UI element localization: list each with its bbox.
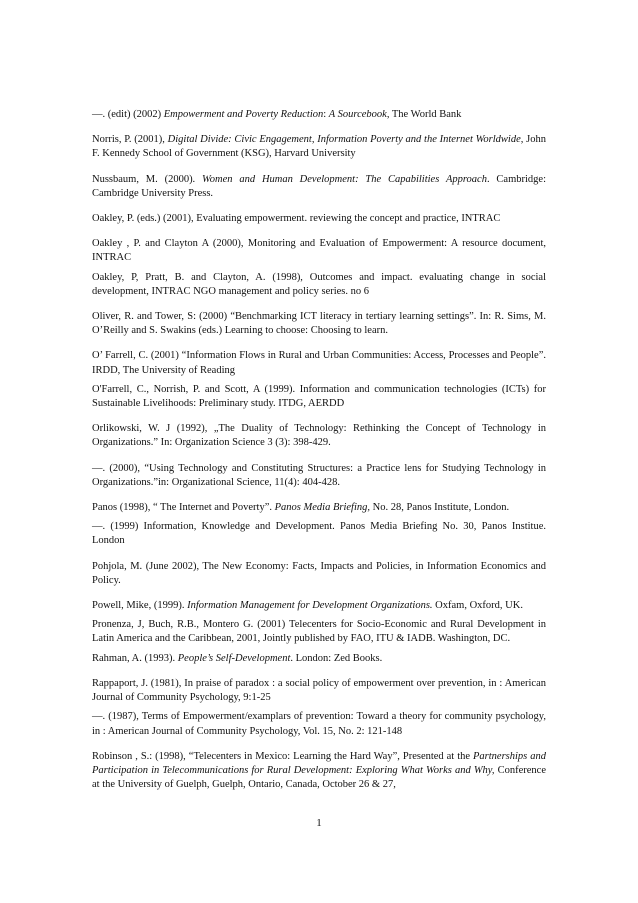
reference-entry bbox=[92, 133, 546, 161]
reference-text: —. (edit) (2002) bbox=[92, 109, 164, 120]
reference-entry bbox=[92, 212, 546, 226]
reference-entry bbox=[92, 271, 546, 299]
reference-entry bbox=[92, 750, 546, 793]
reference-title-italic: People’s Self-Development bbox=[177, 652, 291, 664]
reference-text: —. (1999) Information, Knowledge and Development. Panos Media Briefing No. 30, Panos Institue. London bbox=[92, 521, 546, 547]
reference-text: : bbox=[323, 109, 329, 120]
reference-text: Pronenza, J, Buch, R.B., Montero G. (2001) Telecenters for Socio-Economic and Rural Development in Latin America and the Caribbean, 2001, Jointly published by FAO, ITU & IADB. Washington, DC. bbox=[92, 619, 546, 645]
reference-text: Powell, Mike, (1999). bbox=[92, 600, 188, 612]
reference-text: Robinson , S.: (1998), “Telecenters in Mexico: Learning the Hard Way”, Presented at the bbox=[92, 750, 474, 762]
reference-entry bbox=[92, 383, 546, 411]
reference-text: John F. Kennedy School of Government (KSG), Harvard University bbox=[92, 134, 546, 160]
reference-text: . London: Zed Books. bbox=[290, 652, 383, 664]
reference-text: O'Farrell, C., Norrish, P. and Scott, A (1999). Information and communication technologies (ICTs) for Sustainable Livelihoods: Preliminary study. ITDG, AERDD bbox=[92, 383, 546, 410]
reference-entry bbox=[92, 237, 546, 265]
reference-list bbox=[92, 108, 546, 803]
reference-entry bbox=[92, 520, 546, 548]
reference-text: Rappaport, J. (1981), In praise of paradox : a social policy of empowerment over prevention, in : American Journal of Community Psychology, 9:1-25 bbox=[92, 677, 546, 704]
reference-entry bbox=[92, 501, 546, 515]
reference-title-italic: Information Management for Development Organizations. bbox=[187, 600, 433, 612]
reference-title-italic: A Sourcebook bbox=[328, 109, 387, 120]
reference-text: O’ Farrell, C. (2001) “Information Flows in Rural and Urban Communities: Access, Processes and People”. IRDD, The University of Reading bbox=[92, 350, 546, 376]
reference-entry bbox=[92, 462, 546, 490]
reference-entry bbox=[92, 108, 546, 122]
reference-title-italic: Panos Media Briefing, bbox=[274, 502, 371, 514]
reference-title-italic: Partnerships and Participation in Telecommunications for Rural Development: Exploring What Works and Why, bbox=[92, 750, 546, 776]
reference-text: Oakley, P. (eds.) (2001), Evaluating empowerment. reviewing the concept and practice, INTRAC bbox=[92, 213, 501, 225]
reference-text: Oxfam, Oxford, UK. bbox=[432, 600, 523, 612]
reference-entry bbox=[92, 310, 546, 338]
reference-entry bbox=[92, 618, 546, 646]
reference-text: —. (2000), “Using Technology and Constituting Structures: a Practice lens for Studying Technology in Organizations.”in: Organizational Science, 11(4): 404-428. bbox=[92, 462, 546, 488]
reference-title-italic: Women and Human Development: The Capabilities Approach bbox=[202, 173, 487, 185]
reference-text: Oakley, P, Pratt, B. and Clayton, A. (1998), Outcomes and impact. evaluating change in social development, INTRAC NGO management and policy series. no 6 bbox=[92, 271, 546, 297]
reference-title-italic: Digital Divide: Civic Engagement, Information Poverty and the Internet Worldwide, bbox=[167, 134, 524, 146]
reference-text: Conference at the University of Guelph, Guelph, Ontario, Canada, October 26 & 27, bbox=[92, 764, 547, 791]
reference-entry bbox=[92, 652, 546, 666]
reference-text: Pohjola, M. (June 2002), The New Economy: Facts, Impacts and Policies, in Information Economics and Policy. bbox=[92, 560, 546, 586]
reference-entry bbox=[92, 422, 546, 450]
reference-title-italic: Empowerment and Poverty Reduction bbox=[163, 109, 324, 120]
reference-entry bbox=[92, 173, 546, 201]
reference-text: Oliver, R. and Tower, S: (2000) “Benchmarking ICT literacy in tertiary learning settings”. In: R. Sims, M. O’Reilly and S. Swakins (eds.) Learning to choose: Choosing to learn. bbox=[92, 311, 546, 337]
reference-text: Rahman, A. (1993). bbox=[92, 652, 178, 664]
reference-text: Orlikowski, W. J (1992), „The Duality of Technology: Rethinking the Concept of Technology in Organizations.” In: Organization Science 3 (3): 398-429. bbox=[92, 423, 546, 449]
reference-entry bbox=[92, 677, 546, 705]
reference-text: . Cambridge: Cambridge University Press. bbox=[92, 173, 546, 199]
reference-text: No. 28, Panos Institute, London. bbox=[370, 502, 510, 514]
reference-text: , The World Bank bbox=[386, 109, 462, 120]
page-number: 1 bbox=[316, 817, 322, 829]
reference-text: Nussbaum, M. (2000). bbox=[92, 173, 203, 185]
reference-entry bbox=[92, 349, 546, 377]
reference-text: Oakley , P. and Clayton A (2000), Monitoring and Evaluation of Empowerment: A resource document, INTRAC bbox=[92, 238, 546, 264]
reference-entry bbox=[92, 710, 546, 738]
reference-entry bbox=[92, 560, 546, 588]
reference-text: Norris, P. (2001), bbox=[92, 134, 168, 146]
reference-text: —. (1987), Terms of Empowerment/examplars of prevention: Toward a theory for community psychology, in : American Journal of Community Psychology, Vol. 15, No. 2: 121-148 bbox=[92, 711, 546, 737]
reference-text: Panos (1998), “ The Internet and Poverty”. bbox=[92, 502, 275, 514]
reference-entry bbox=[92, 599, 546, 613]
